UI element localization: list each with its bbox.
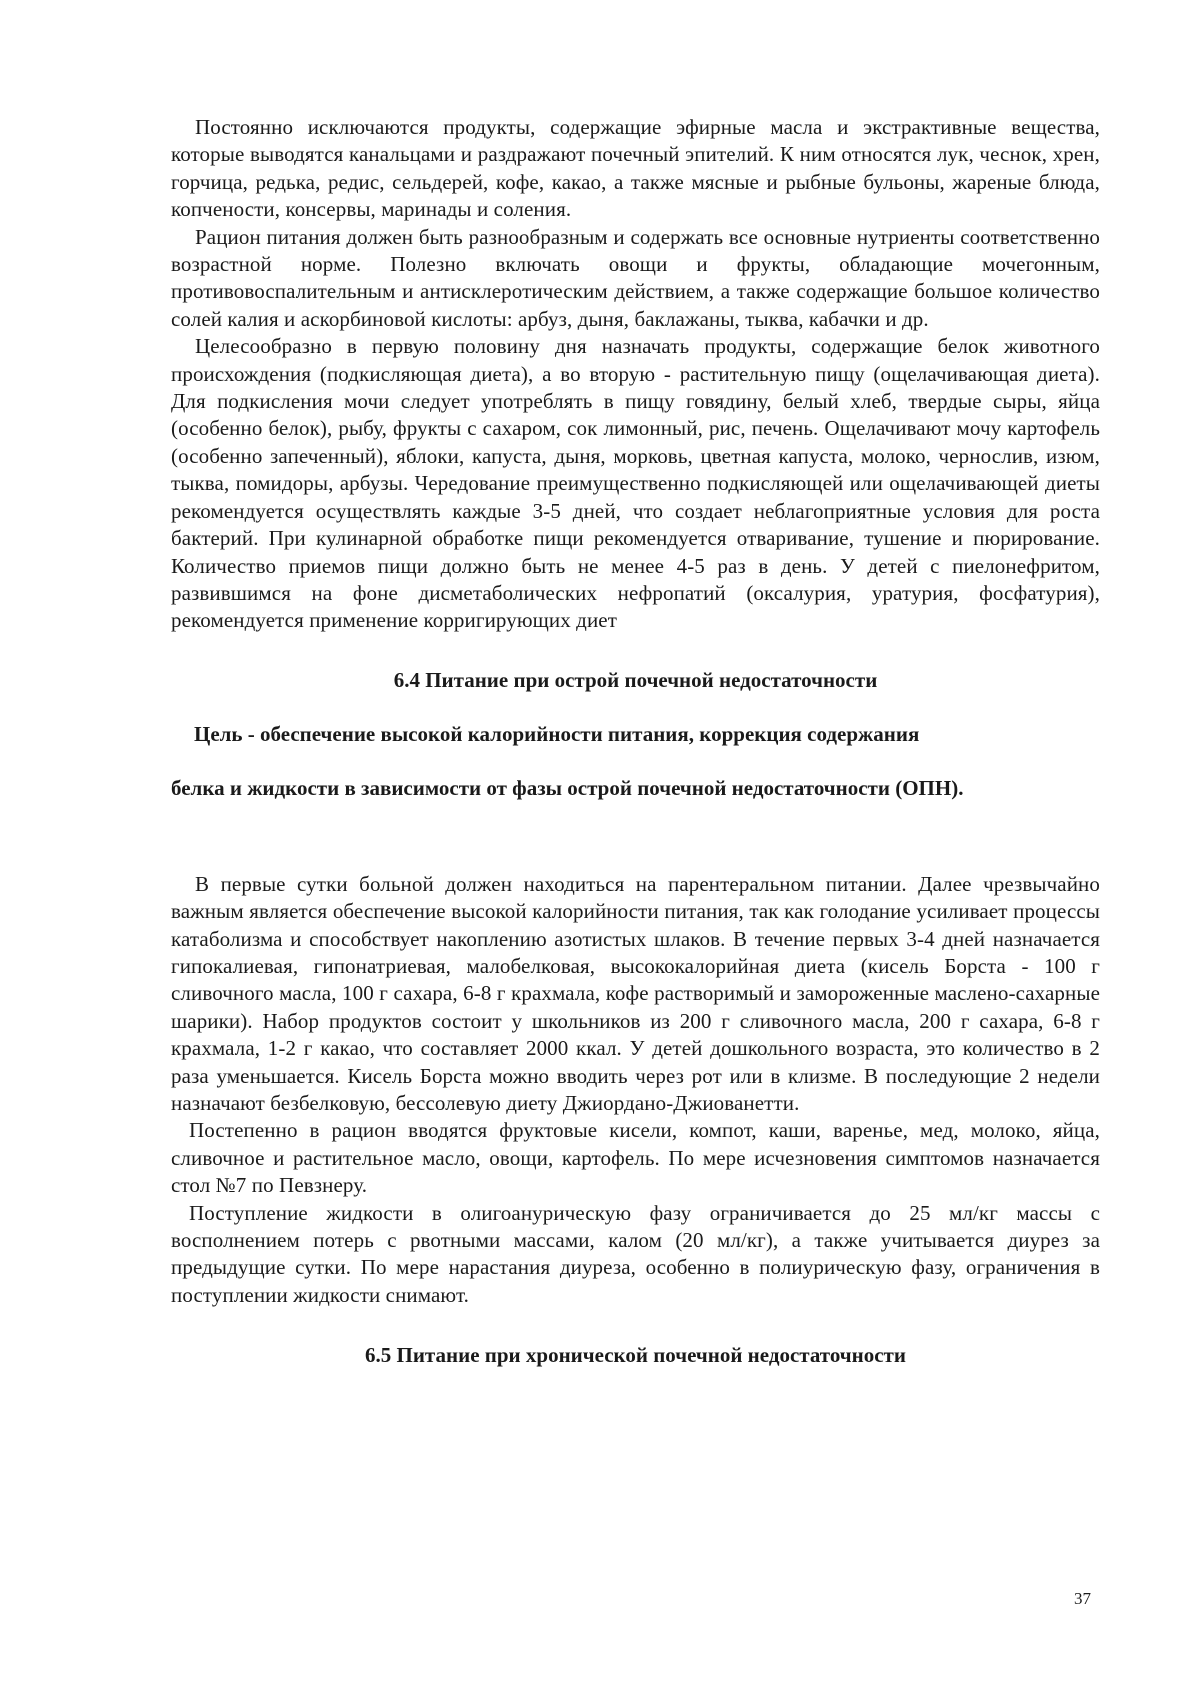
goal-line-1: Цель - обеспечение высокой калорийности питания, коррекция содержания [194,721,920,746]
goal-line-2: белка и жидкости в зависимости от фазы острой почечной недостаточности (ОПН). [171,775,964,800]
paragraph-diet-variety: Рацион питания должен быть разнообразным и содержать все основные нутриенты соответственно возрастной норме. Полезно включать овощи и фрукты, обладающие мочегонным, противовоспалительным и антисклеротическим действием, а также содержащие большое количество солей калия и аскорбиновой кислоты: арбуз, дыня, баклажаны, тыква, кабачки и др. [171,224,1100,331]
paragraph-fluid-intake: Поступление жидкости в олигоанурическую фазу ограничивается до 25 мл/кг массы с восполнением потерь с рвотными массами, калом (20 мл/кг), а также учитывается диурез за предыдущие сутки. По мере нарастания диуреза, особенно в полиурическую фазу, ограничения в поступлении жидкости снимают. [171,1200,1100,1307]
paragraph-first-days: В первые сутки больной должен находиться на парентеральном питании. Далее чрезвычайно важным является обеспечение высокой калорийности питания, так как голодание усиливает процессы катаболизма и способствует накоплению азотистых шлаков. В течение первых 3-4 дней назначается гипокалиевая, гипонатриевая, малобелковая, высококалорийная диета (кисель Борста - 100 г сливочного масла, 100 г сахара, 6-8 г крахмала, кофе растворимый и замороженные маслено-сахарные шарики). Набор продуктов состоит у школьников из 200 г сливочного масла, 200 г сахара, 6-8 г крахмала, 1-2 г какао, что составляет 2000 ккал. У детей дошкольного возраста, это количество в 2 раза уменьшается. Кисель Борста можно вводить через рот или в клизме. В последующие 2 недели назначают безбелковую, бессолевую диету Джиордано-Джиованетти. [171,871,1100,1115]
paragraph-gradual-introduction: Постепенно в рацион вводятся фруктовые кисели, компот, каши, варенье, мед, молоко, яйца, сливочное и растительное масло, овощи, картофель. По мере исчезновения симптомов назначается стол №7 по Певзнеру. [171,1118,1100,1198]
section-heading-6-5: 6.5 Питание при хронической почечной недостаточности [365,1343,906,1368]
paragraph-excluded-products: Постоянно исключаются продукты, содержащие эфирные масла и экстрактивные вещества, которые выводятся канальцами и раздражают почечный эпителий. К ним относятся лук, чеснок, хрен, горчица, редька, редис, сельдерей, кофе, какао, а также мясные и рыбные бульоны, жареные блюда, копчености, консервы, маринады и соления. [171,115,1100,222]
paragraph-acid-alkaline-diet: Целесообразно в первую половину дня назначать продукты, содержащие белок животного происхождения (подкисляющая диета), а во вторую - растительную пищу (ощелачивающая диета). Для подкисления мочи следует употреблять в пищу говядину, белый хлеб, твердые сыры, яйца (особенно белок), рыбу, фрукты с сахаром, сок лимонный, рис, печень. Ощелачивают мочу картофель (особенно запеченный), яблоки, капуста, дыня, морковь, цветная капуста, молоко, чернослив, изюм, тыква, помидоры, арбузы. Чередование преимущественно подкисляющей или ощелачивающей диеты рекомендуется осуществлять каждые 3-5 дней, что создает неблагоприятные условия для роста бактерий. При кулинарной обработке пищи рекомендуется отваривание, тушение и пюрирование. Количество приемов пищи должно быть не менее 4-5 раз в день. У детей с пиелонефритом, развившимся на фоне дисметаболических нефропатий (оксалурия, уратурия, фосфатурия), рекомендуется применение корригирующих диет [171,334,1100,633]
section-heading-6-4: 6.4 Питание при острой почечной недостаточности [393,667,878,692]
page-content [171,114,1100,1369]
page-number: 37 [1074,1589,1091,1608]
